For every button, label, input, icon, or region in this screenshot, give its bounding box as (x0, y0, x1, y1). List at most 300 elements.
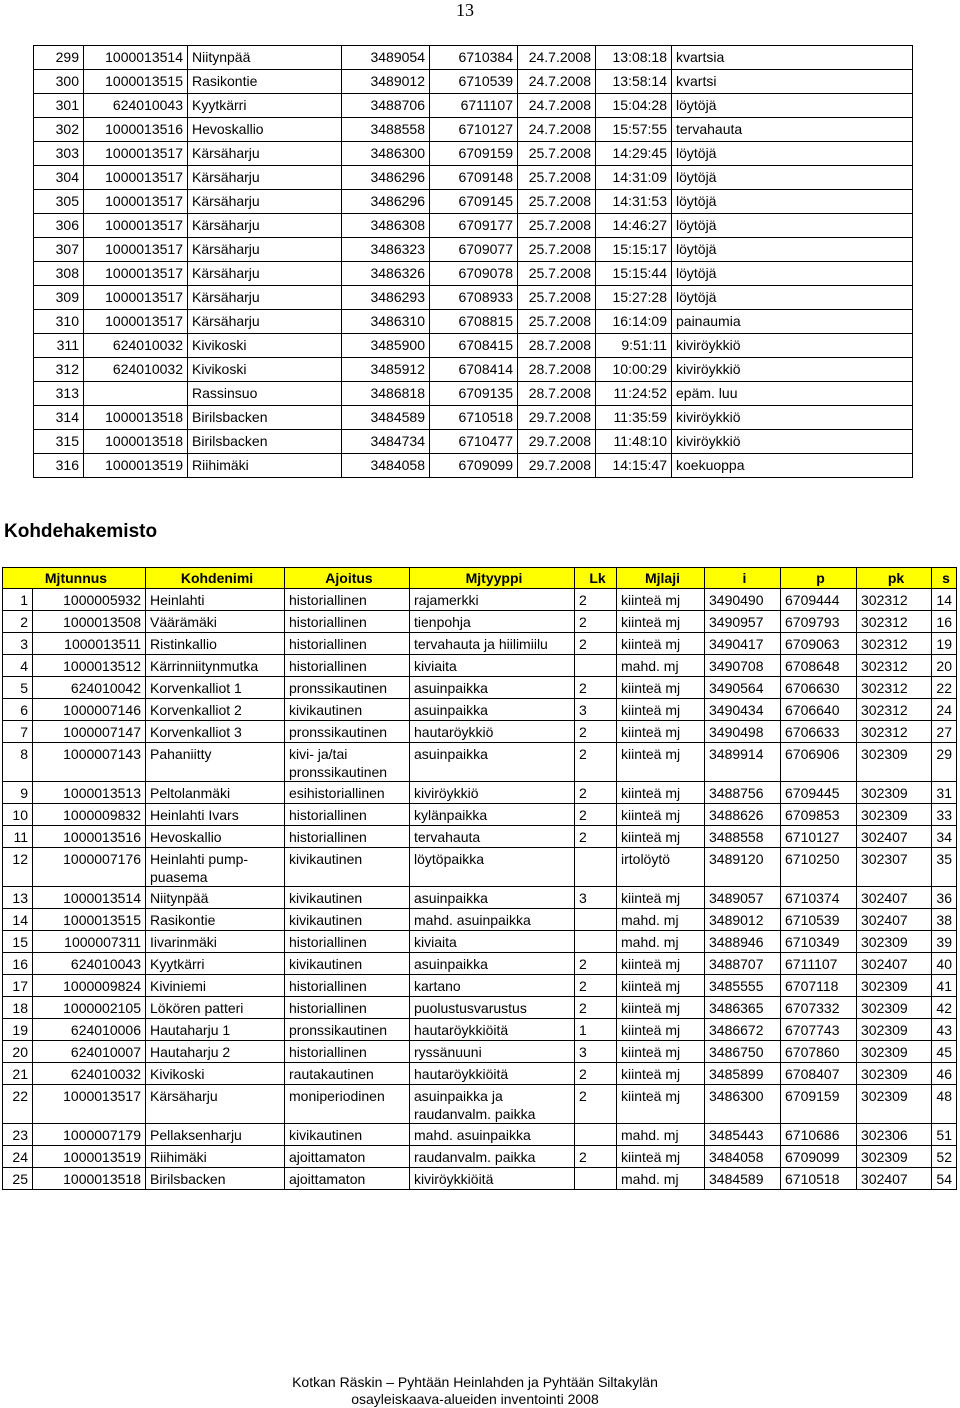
pk-cell: 302307 (857, 848, 932, 887)
mjtyyppi-cell: hautaröykkiö (410, 721, 575, 743)
mjtunnus-cell: 1000007143 (33, 743, 146, 782)
coord-y-cell: 6709078 (430, 262, 518, 286)
coord-x-cell: 3486326 (342, 262, 430, 286)
site-id-cell: 624010032 (84, 334, 188, 358)
coord-x-cell: 3489054 (342, 46, 430, 70)
p-cell: 6707743 (781, 1019, 857, 1041)
table-row (3, 1124, 957, 1146)
obs-number-cell: 301 (34, 94, 84, 118)
time-cell: 11:24:52 (596, 382, 672, 406)
mjtunnus-cell: 1000013508 (33, 611, 146, 633)
row-index-cell: 24 (3, 1146, 33, 1168)
site-id-cell: 1000013519 (84, 454, 188, 478)
coord-x-cell: 3486308 (342, 214, 430, 238)
mjtyyppi-cell: kiviröykkiöitä (410, 1168, 575, 1190)
ajoitus-cell: historiallinen (285, 997, 410, 1019)
mjlaji-cell: kiinteä mj (617, 677, 705, 699)
pk-cell: 302309 (857, 1041, 932, 1063)
site-id-cell: 1000013515 (84, 70, 188, 94)
table-row (3, 975, 957, 997)
mjtyyppi-cell: kiviröykkiö (410, 782, 575, 804)
i-cell: 3485899 (705, 1063, 781, 1085)
date-cell: 29.7.2008 (518, 406, 596, 430)
p-cell: 6708407 (781, 1063, 857, 1085)
site-name-cell: Riihimäki (188, 454, 342, 478)
site-name-cell: Birilsbacken (188, 430, 342, 454)
mjtunnus-cell: 1000013514 (33, 887, 146, 909)
pk-cell: 302312 (857, 655, 932, 677)
i-cell: 3489012 (705, 909, 781, 931)
time-cell: 15:57:55 (596, 118, 672, 142)
mjlaji-cell: kiinteä mj (617, 997, 705, 1019)
table-row (3, 782, 957, 804)
table-row (34, 214, 913, 238)
kohdenimi-cell: Rasikontie (146, 909, 285, 931)
kohdenimi-cell: Heinlahti pump-puasema (146, 848, 285, 887)
date-cell: 29.7.2008 (518, 430, 596, 454)
mjtunnus-cell: 1000013513 (33, 782, 146, 804)
table-row (34, 94, 913, 118)
row-index-cell: 11 (3, 826, 33, 848)
time-cell: 13:08:18 (596, 46, 672, 70)
p-cell: 6710686 (781, 1124, 857, 1146)
s-cell: 45 (932, 1041, 957, 1063)
site-name-cell: Kärsäharju (188, 214, 342, 238)
coord-x-cell: 3484734 (342, 430, 430, 454)
coord-x-cell: 3488706 (342, 94, 430, 118)
ajoitus-cell: historiallinen (285, 1041, 410, 1063)
i-cell: 3490564 (705, 677, 781, 699)
p-cell: 6710127 (781, 826, 857, 848)
s-cell: 29 (932, 743, 957, 782)
table-row (34, 406, 913, 430)
p-cell: 6710349 (781, 931, 857, 953)
coord-y-cell: 6709177 (430, 214, 518, 238)
row-index-cell: 9 (3, 782, 33, 804)
kohdenimi-cell: Hevoskallio (146, 826, 285, 848)
coord-y-cell: 6709099 (430, 454, 518, 478)
s-cell: 33 (932, 804, 957, 826)
kohdenimi-cell: Peltolanmäki (146, 782, 285, 804)
obs-number-cell: 316 (34, 454, 84, 478)
site-name-cell: Kärsäharju (188, 142, 342, 166)
site-name-cell: Birilsbacken (188, 406, 342, 430)
kohdenimi-cell: Riihimäki (146, 1146, 285, 1168)
s-cell: 14 (932, 589, 957, 611)
coord-y-cell: 6708933 (430, 286, 518, 310)
p-cell: 6710374 (781, 887, 857, 909)
mjtunnus-cell: 1000013518 (33, 1168, 146, 1190)
table-row (3, 721, 957, 743)
site-name-cell: Kärsäharju (188, 238, 342, 262)
table-row (3, 887, 957, 909)
ajoitus-cell: pronssikautinen (285, 677, 410, 699)
kohdenimi-cell: Korvenkalliot 3 (146, 721, 285, 743)
ajoitus-cell: historiallinen (285, 804, 410, 826)
row-index-cell: 8 (3, 743, 33, 782)
site-id-cell: 1000013517 (84, 214, 188, 238)
mjtunnus-cell: 624010032 (33, 1063, 146, 1085)
row-index-cell: 6 (3, 699, 33, 721)
mjtyyppi-cell: tervahauta ja hiilimiilu (410, 633, 575, 655)
ajoitus-cell: kivikautinen (285, 909, 410, 931)
time-cell: 14:15:47 (596, 454, 672, 478)
date-cell: 24.7.2008 (518, 46, 596, 70)
mjlaji-cell: kiinteä mj (617, 1063, 705, 1085)
p-cell: 6709853 (781, 804, 857, 826)
lk-cell: 3 (575, 1041, 617, 1063)
date-cell: 25.7.2008 (518, 214, 596, 238)
p-cell: 6711107 (781, 953, 857, 975)
i-cell: 3488946 (705, 931, 781, 953)
site-name-cell: Kärsäharju (188, 166, 342, 190)
table-row (3, 931, 957, 953)
ajoitus-cell: kivi- ja/tai pronssikautinen (285, 743, 410, 782)
row-index-cell: 25 (3, 1168, 33, 1190)
p-cell: 6706640 (781, 699, 857, 721)
obs-number-cell: 304 (34, 166, 84, 190)
coord-y-cell: 6711107 (430, 94, 518, 118)
mjtyyppi-cell: tienpohja (410, 611, 575, 633)
ajoitus-cell: pronssikautinen (285, 721, 410, 743)
note-cell: kiviröykkiö (672, 406, 913, 430)
time-cell: 15:15:17 (596, 238, 672, 262)
mjlaji-cell: kiinteä mj (617, 699, 705, 721)
mjtyyppi-cell: tervahauta (410, 826, 575, 848)
i-cell: 3488626 (705, 804, 781, 826)
mjtyyppi-cell: ryssänuuni (410, 1041, 575, 1063)
obs-number-cell: 303 (34, 142, 84, 166)
table-row (3, 699, 957, 721)
row-index-cell: 10 (3, 804, 33, 826)
ajoitus-cell: historiallinen (285, 975, 410, 997)
table-row (34, 358, 913, 382)
p-cell: 6710539 (781, 909, 857, 931)
note-cell: kvartsi (672, 70, 913, 94)
date-cell: 28.7.2008 (518, 358, 596, 382)
kohdenimi-cell: Lökören patteri (146, 997, 285, 1019)
pk-cell: 302309 (857, 975, 932, 997)
date-cell: 28.7.2008 (518, 334, 596, 358)
i-cell: 3490490 (705, 589, 781, 611)
table-row (34, 262, 913, 286)
i-cell: 3489057 (705, 887, 781, 909)
time-cell: 13:58:14 (596, 70, 672, 94)
lk-cell: 2 (575, 1063, 617, 1085)
footer (270, 1374, 680, 1408)
mjtunnus-cell: 1000009832 (33, 804, 146, 826)
table-row (3, 1063, 957, 1085)
i-cell: 3488707 (705, 953, 781, 975)
s-cell: 48 (932, 1085, 957, 1124)
col-header-s: s (932, 568, 957, 589)
obs-number-cell: 310 (34, 310, 84, 334)
kohdenimi-cell: Niitynpää (146, 887, 285, 909)
site-name-cell: Kärsäharju (188, 286, 342, 310)
header-row (3, 568, 957, 589)
ajoitus-cell: kivikautinen (285, 1124, 410, 1146)
table-row (34, 142, 913, 166)
pk-cell: 302312 (857, 677, 932, 699)
mjlaji-cell: kiinteä mj (617, 743, 705, 782)
date-cell: 25.7.2008 (518, 166, 596, 190)
time-cell: 10:00:29 (596, 358, 672, 382)
table-row (3, 848, 957, 887)
i-cell: 3486672 (705, 1019, 781, 1041)
kohdenimi-cell: Ristinkallio (146, 633, 285, 655)
observations-table (33, 45, 913, 478)
i-cell: 3488558 (705, 826, 781, 848)
time-cell: 14:46:27 (596, 214, 672, 238)
i-cell: 3486750 (705, 1041, 781, 1063)
table-row (3, 1019, 957, 1041)
lk-cell: 2 (575, 826, 617, 848)
mjtunnus-cell: 624010007 (33, 1041, 146, 1063)
i-cell: 3484589 (705, 1168, 781, 1190)
mjlaji-cell: kiinteä mj (617, 1019, 705, 1041)
note-cell: löytöjä (672, 214, 913, 238)
row-index-cell: 7 (3, 721, 33, 743)
kohdenimi-cell: Kyytkärri (146, 953, 285, 975)
site-name-cell: Hevoskallio (188, 118, 342, 142)
lk-cell: 2 (575, 975, 617, 997)
row-index-cell: 22 (3, 1085, 33, 1124)
lk-cell: 1 (575, 1019, 617, 1041)
col-header-ajoitus: Ajoitus (285, 568, 410, 589)
pk-cell: 302312 (857, 589, 932, 611)
date-cell: 29.7.2008 (518, 454, 596, 478)
coord-x-cell: 3485912 (342, 358, 430, 382)
coord-x-cell: 3486818 (342, 382, 430, 406)
site-name-cell: Kärsäharju (188, 190, 342, 214)
pk-cell: 302407 (857, 1168, 932, 1190)
mjtunnus-cell: 1000013512 (33, 655, 146, 677)
table-row (34, 286, 913, 310)
p-cell: 6709793 (781, 611, 857, 633)
note-cell: painaumia (672, 310, 913, 334)
pk-cell: 302312 (857, 611, 932, 633)
site-id-cell: 1000013517 (84, 286, 188, 310)
lk-cell: 2 (575, 611, 617, 633)
time-cell: 11:35:59 (596, 406, 672, 430)
pk-cell: 302309 (857, 782, 932, 804)
mjlaji-cell: mahd. mj (617, 655, 705, 677)
coord-x-cell: 3485900 (342, 334, 430, 358)
obs-number-cell: 299 (34, 46, 84, 70)
obs-number-cell: 315 (34, 430, 84, 454)
coord-y-cell: 6710539 (430, 70, 518, 94)
coord-y-cell: 6710127 (430, 118, 518, 142)
kohdenimi-cell: Heinlahti Ivars (146, 804, 285, 826)
p-cell: 6708648 (781, 655, 857, 677)
coord-x-cell: 3488558 (342, 118, 430, 142)
table-row (34, 310, 913, 334)
i-cell: 3486365 (705, 997, 781, 1019)
p-cell: 6710518 (781, 1168, 857, 1190)
p-cell: 6707332 (781, 997, 857, 1019)
mjlaji-cell: kiinteä mj (617, 975, 705, 997)
mjtunnus-cell: 624010042 (33, 677, 146, 699)
row-index-cell: 15 (3, 931, 33, 953)
site-id-cell: 1000013518 (84, 430, 188, 454)
table-row (34, 118, 913, 142)
table-row (3, 633, 957, 655)
coord-x-cell: 3486296 (342, 166, 430, 190)
row-index-cell: 3 (3, 633, 33, 655)
mjtyyppi-cell: asuinpaikka (410, 743, 575, 782)
note-cell: epäm. luu (672, 382, 913, 406)
obs-number-cell: 314 (34, 406, 84, 430)
date-cell: 25.7.2008 (518, 310, 596, 334)
pk-cell: 302407 (857, 826, 932, 848)
mjtunnus-cell: 1000007311 (33, 931, 146, 953)
note-cell: löytöjä (672, 238, 913, 262)
p-cell: 6706630 (781, 677, 857, 699)
mjlaji-cell: mahd. mj (617, 1124, 705, 1146)
note-cell: koekuoppa (672, 454, 913, 478)
i-cell: 3488756 (705, 782, 781, 804)
row-index-cell: 4 (3, 655, 33, 677)
coord-y-cell: 6709077 (430, 238, 518, 262)
s-cell: 39 (932, 931, 957, 953)
time-cell: 14:31:09 (596, 166, 672, 190)
i-cell: 3484058 (705, 1146, 781, 1168)
mjlaji-cell: kiinteä mj (617, 633, 705, 655)
mjtyyppi-cell: kartano (410, 975, 575, 997)
obs-number-cell: 302 (34, 118, 84, 142)
table-row (3, 677, 957, 699)
mjtunnus-cell: 624010043 (33, 953, 146, 975)
mjtyyppi-cell: kiviaita (410, 931, 575, 953)
section-title: Kohdehakemisto (4, 521, 158, 542)
coord-x-cell: 3489012 (342, 70, 430, 94)
site-id-cell: 624010032 (84, 358, 188, 382)
coord-x-cell: 3486310 (342, 310, 430, 334)
ajoitus-cell: kivikautinen (285, 953, 410, 975)
pk-cell: 302309 (857, 1085, 932, 1124)
mjtunnus-cell: 1000007179 (33, 1124, 146, 1146)
mjlaji-cell: irtolöytö (617, 848, 705, 887)
s-cell: 16 (932, 611, 957, 633)
kohdenimi-cell: Väärämäki (146, 611, 285, 633)
ajoitus-cell: moniperiodinen (285, 1085, 410, 1124)
row-index-cell: 12 (3, 848, 33, 887)
lk-cell: 2 (575, 1085, 617, 1124)
p-cell: 6706906 (781, 743, 857, 782)
p-cell: 6709444 (781, 589, 857, 611)
coord-y-cell: 6708815 (430, 310, 518, 334)
coord-y-cell: 6708415 (430, 334, 518, 358)
row-index-cell: 19 (3, 1019, 33, 1041)
ajoitus-cell: historiallinen (285, 655, 410, 677)
table-row (34, 190, 913, 214)
note-cell: tervahauta (672, 118, 913, 142)
lk-cell: 2 (575, 997, 617, 1019)
row-index-cell: 18 (3, 997, 33, 1019)
pk-cell: 302309 (857, 743, 932, 782)
coord-x-cell: 3486296 (342, 190, 430, 214)
note-cell: kiviröykkiö (672, 358, 913, 382)
site-id-cell: 1000013517 (84, 262, 188, 286)
site-id-cell: 1000013517 (84, 142, 188, 166)
date-cell: 25.7.2008 (518, 190, 596, 214)
kohdenimi-cell: Birilsbacken (146, 1168, 285, 1190)
mjtyyppi-cell: kylänpaikka (410, 804, 575, 826)
table-row (34, 334, 913, 358)
mjtyyppi-cell: raudanvalm. paikka (410, 1146, 575, 1168)
row-index-cell: 16 (3, 953, 33, 975)
kohdenimi-cell: Korvenkalliot 2 (146, 699, 285, 721)
col-header-mjlaji: Mjlaji (617, 568, 705, 589)
ajoitus-cell: pronssikautinen (285, 1019, 410, 1041)
table-row (3, 655, 957, 677)
i-cell: 3490498 (705, 721, 781, 743)
lk-cell: 2 (575, 721, 617, 743)
s-cell: 46 (932, 1063, 957, 1085)
row-index-cell: 23 (3, 1124, 33, 1146)
mjtunnus-cell: 1000005932 (33, 589, 146, 611)
mjtunnus-cell: 1000013516 (33, 826, 146, 848)
coord-y-cell: 6710477 (430, 430, 518, 454)
ajoitus-cell: ajoittamaton (285, 1146, 410, 1168)
table-row (34, 382, 913, 406)
mjtunnus-cell: 1000007147 (33, 721, 146, 743)
lk-cell (575, 1124, 617, 1146)
site-name-cell: Kärsäharju (188, 262, 342, 286)
lk-cell: 2 (575, 782, 617, 804)
ajoitus-cell: ajoittamaton (285, 1168, 410, 1190)
obs-number-cell: 313 (34, 382, 84, 406)
site-name-cell: Kivikoski (188, 334, 342, 358)
kohdenimi-cell: Korvenkalliot 1 (146, 677, 285, 699)
site-index-table (2, 567, 957, 1190)
i-cell: 3485443 (705, 1124, 781, 1146)
ajoitus-cell: historiallinen (285, 633, 410, 655)
mjtunnus-cell: 1000013515 (33, 909, 146, 931)
kohdenimi-cell: Kiviniemi (146, 975, 285, 997)
lk-cell: 3 (575, 887, 617, 909)
mjtunnus-cell: 1000007146 (33, 699, 146, 721)
date-cell: 25.7.2008 (518, 286, 596, 310)
mjtunnus-cell: 1000013519 (33, 1146, 146, 1168)
pk-cell: 302312 (857, 721, 932, 743)
mjtyyppi-cell: mahd. asuinpaikka (410, 1124, 575, 1146)
mjtyyppi-cell: puolustusvarustus (410, 997, 575, 1019)
ajoitus-cell: historiallinen (285, 611, 410, 633)
col-header-i: i (705, 568, 781, 589)
note-cell: löytöjä (672, 166, 913, 190)
note-cell: löytöjä (672, 262, 913, 286)
note-cell: kvartsia (672, 46, 913, 70)
i-cell: 3490434 (705, 699, 781, 721)
p-cell: 6707118 (781, 975, 857, 997)
s-cell: 20 (932, 655, 957, 677)
time-cell: 15:04:28 (596, 94, 672, 118)
site-id-cell: 1000013516 (84, 118, 188, 142)
ajoitus-cell: esihistoriallinen (285, 782, 410, 804)
time-cell: 11:48:10 (596, 430, 672, 454)
s-cell: 43 (932, 1019, 957, 1041)
ajoitus-cell: rautakautinen (285, 1063, 410, 1085)
note-cell: löytöjä (672, 190, 913, 214)
table-row (34, 166, 913, 190)
obs-number-cell: 307 (34, 238, 84, 262)
table-row (3, 1146, 957, 1168)
row-index-cell: 1 (3, 589, 33, 611)
coord-y-cell: 6708414 (430, 358, 518, 382)
table-row (34, 46, 913, 70)
col-header-pk: pk (857, 568, 932, 589)
